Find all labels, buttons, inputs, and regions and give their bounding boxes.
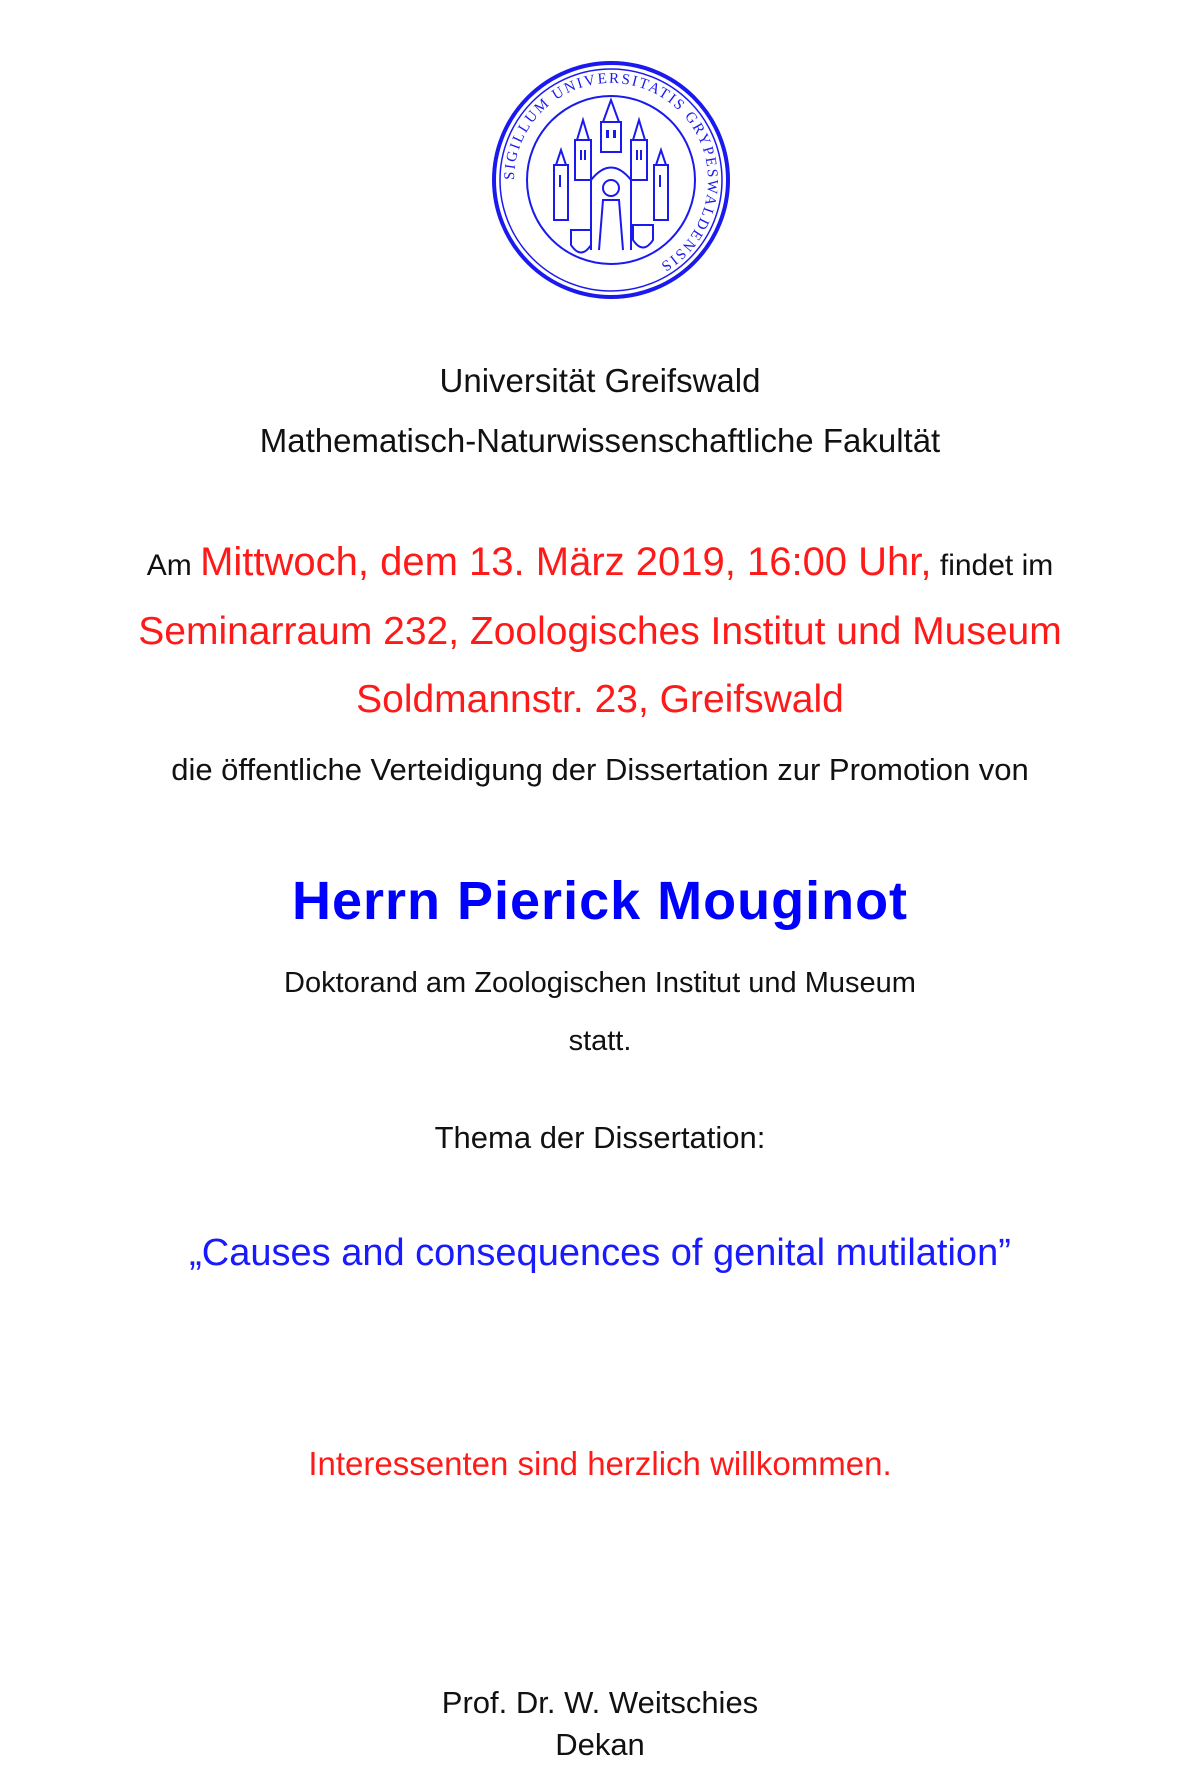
event-room: Seminarraum 232, Zoologisches Institut und Museum xyxy=(138,610,1062,653)
university-name: Universität Greifswald xyxy=(439,362,761,399)
university-seal-icon xyxy=(491,60,731,300)
dissertation-title: „Causes and consequences of genital mutilation” xyxy=(189,1232,1011,1274)
dissertation-label: Thema der Dissertation: xyxy=(434,1120,766,1155)
event-date-suffix: findet im xyxy=(939,549,1054,582)
event-address: Soldmannstr. 23, Greifswald xyxy=(356,678,844,721)
candidate-name: Herrn Pierick Mouginot xyxy=(291,871,909,931)
signature-name: Prof. Dr. W. Weitschies xyxy=(441,1685,759,1720)
faculty-name: Mathematisch-Naturwissenschaftliche Fakultät xyxy=(259,422,941,459)
event-intro: die öffentliche Verteidigung der Dissertation zur Promotion von xyxy=(171,752,1029,787)
event-datetime: Mittwoch, dem 13. März 2019, 16:00 Uhr, xyxy=(200,540,932,584)
event-date-line xyxy=(0,540,1200,585)
signature-role: Dekan xyxy=(555,1727,645,1762)
event-date-prefix: Am xyxy=(146,549,192,582)
seal-inscription: SIGILLUM UNIVERSITATIS GRYPESWALDENSIS xyxy=(501,70,721,275)
candidate-role: Doktorand am Zoologischen Institut und Museum xyxy=(284,967,916,999)
welcome-note: Interessenten sind herzlich willkommen. xyxy=(308,1445,892,1482)
candidate-statt: statt. xyxy=(568,1025,632,1057)
